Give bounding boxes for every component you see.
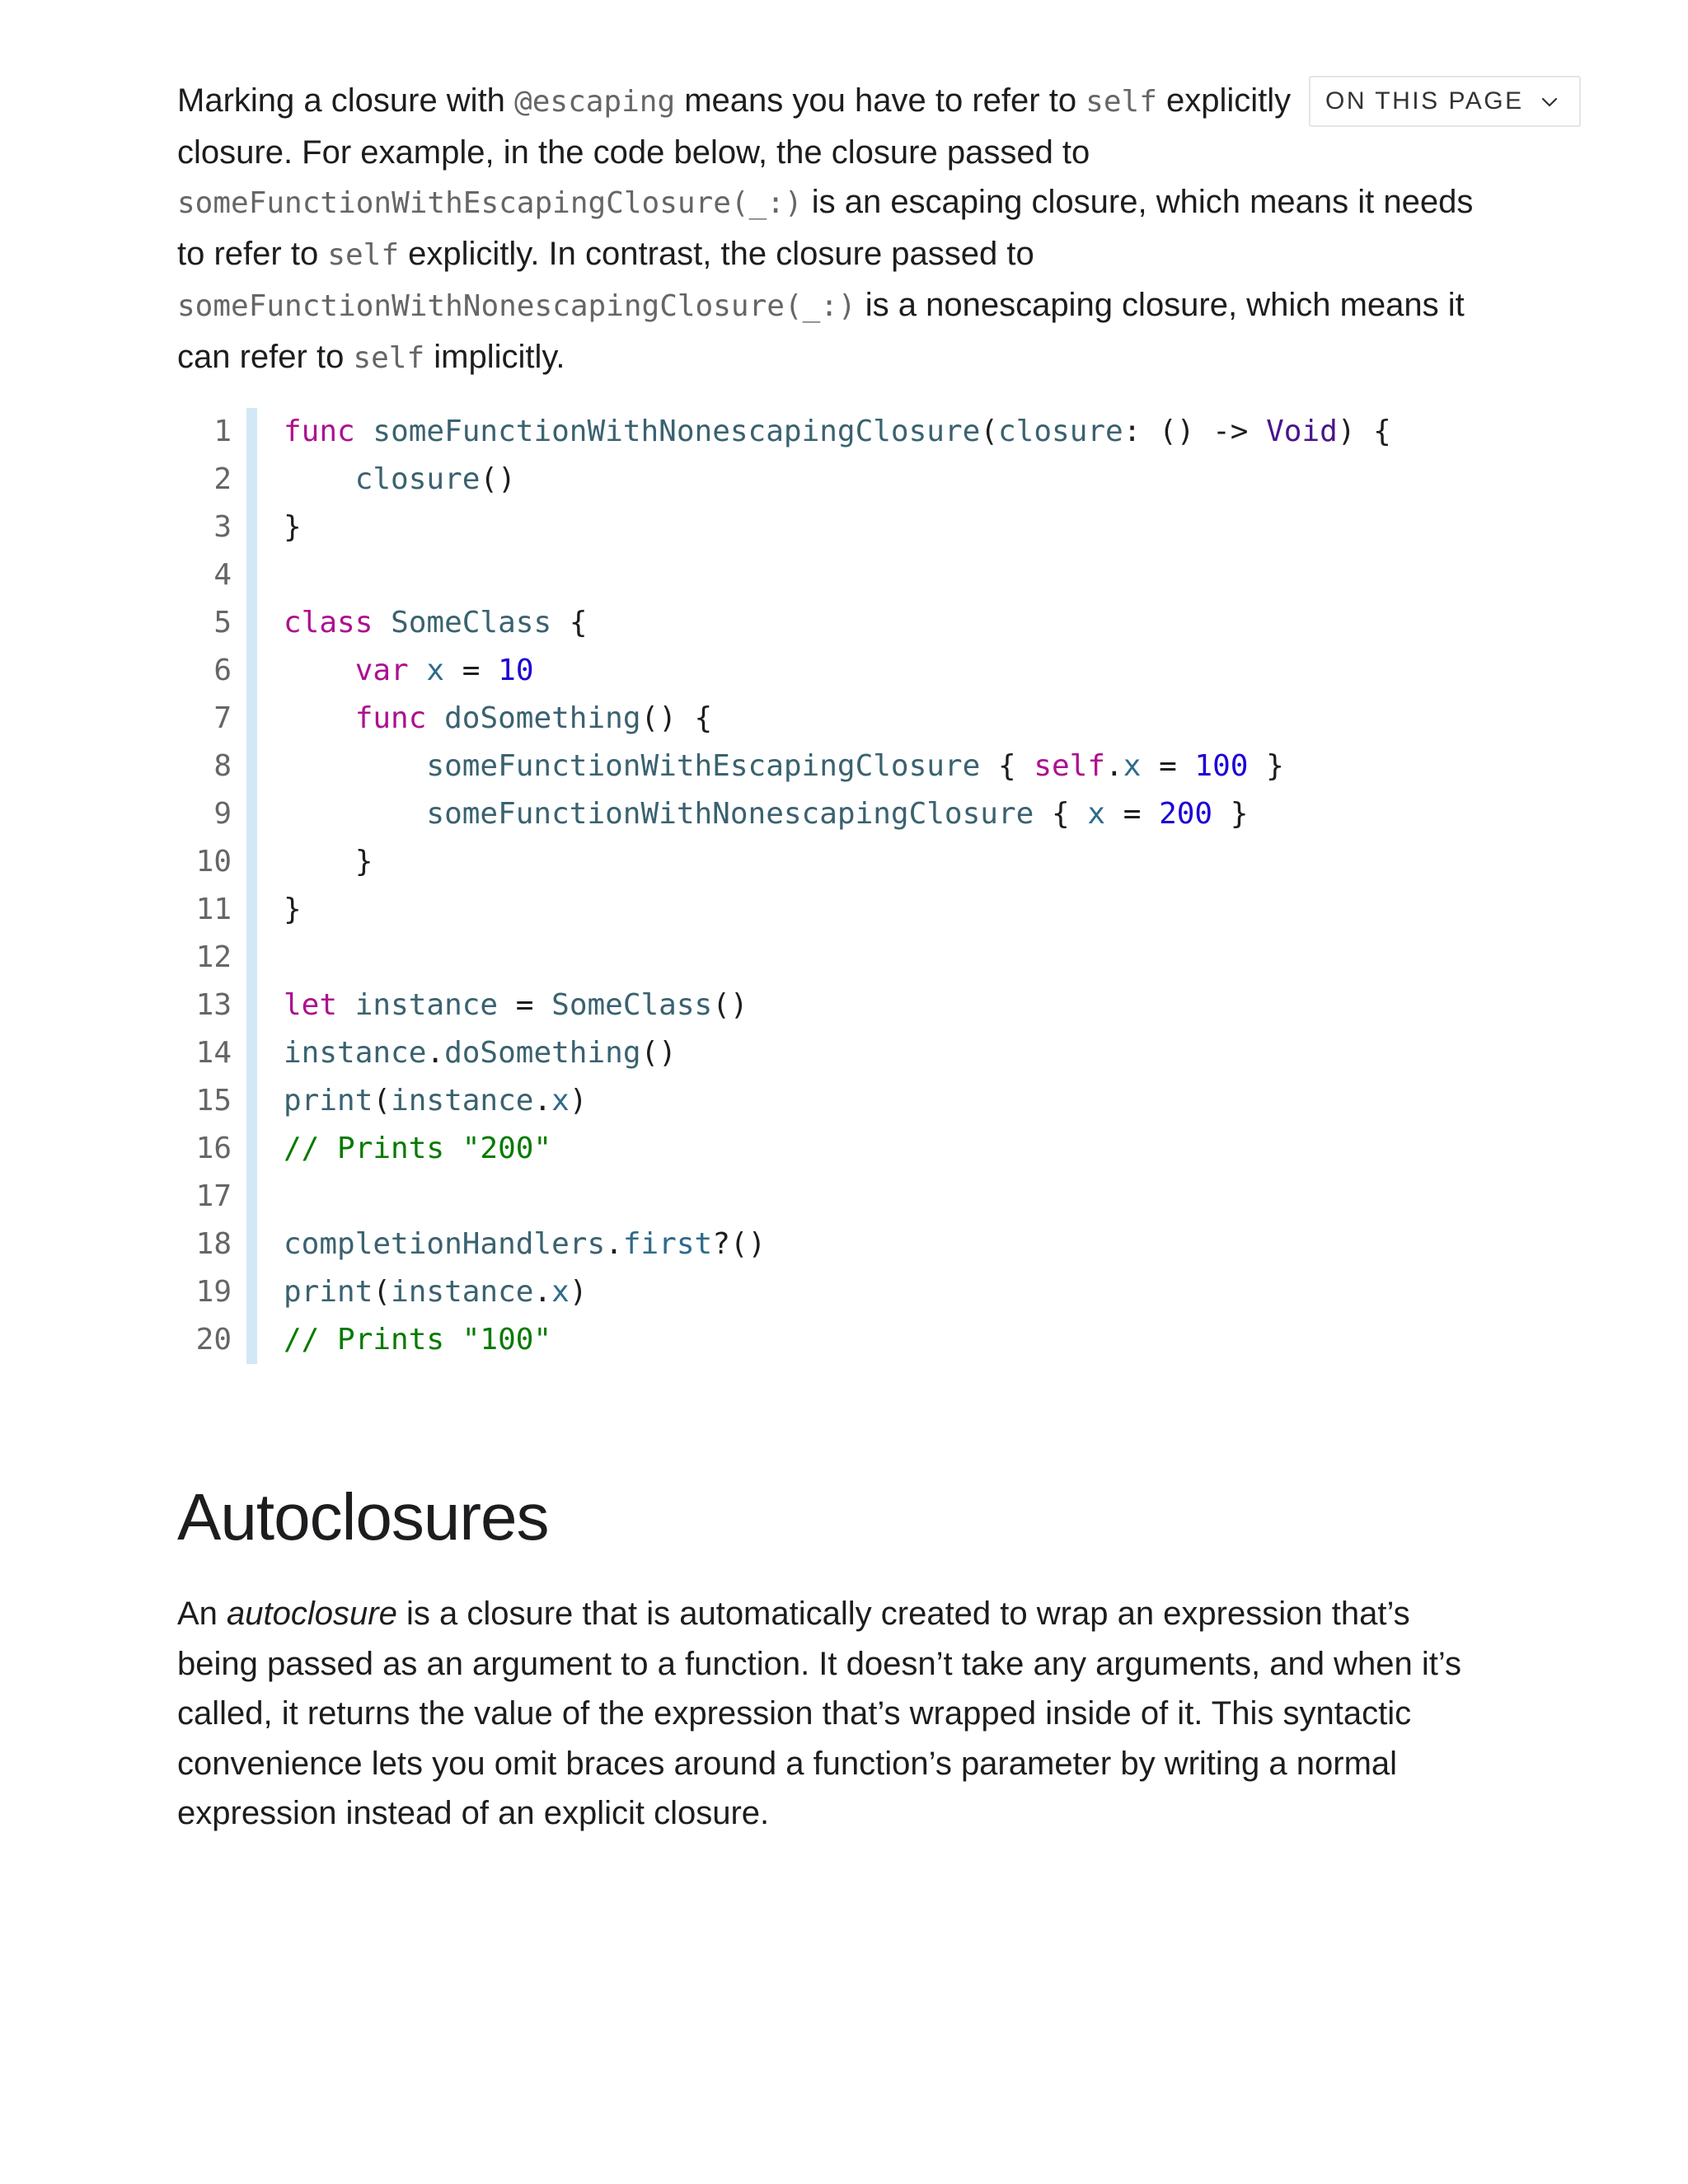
intro-line-3: someFunctionWithEscapingClosure(_:) is an escaping closure, which means it needs (177, 184, 1474, 220)
line-number: 5 (213, 606, 232, 640)
line-number: 16 (195, 1132, 232, 1165)
inline-code: someFunctionWithNonescapingClosure(_:) (177, 289, 856, 323)
code-line: 1 func someFunctionWithNonescapingClosure(closure: () -> Void) { (177, 408, 1414, 456)
line-number: 4 (213, 558, 232, 592)
autoclosures-line-1: An autoclosure is a closure that is automatically created to wrap an expression that’s (177, 1596, 1410, 1632)
code-line (177, 1316, 1414, 1364)
line-number: 19 (195, 1275, 232, 1309)
autoclosures-line-3: called, it returns the value of the expression that’s wrapped inside of it. This syntactic (177, 1695, 1412, 1732)
line-number: 15 (195, 1084, 232, 1118)
intro-line-4: to refer to self explicitly. In contrast, the closure passed to (177, 235, 1034, 272)
code-comment: // Prints "200" (284, 1132, 552, 1165)
intro-line-6: can refer to self implicitly. (177, 338, 565, 375)
intro-line-5: someFunctionWithNonescapingClosure(_:) is a nonescaping closure, which means it (177, 287, 1465, 323)
inline-code: self (327, 237, 400, 272)
line-number: 12 (195, 940, 232, 974)
code-line: 14 instance.doSomething() (177, 1029, 1414, 1077)
code-comment: // Prints "100" (284, 1323, 552, 1357)
autoclosures-line-2: being passed as an argument to a function. It doesn’t take any arguments, and when it’s (177, 1645, 1462, 1682)
line-number: 1 (213, 415, 232, 448)
inline-code: @escaping (514, 85, 676, 119)
autoclosures-line-5: expression instead of an explicit closure. (177, 1795, 770, 1831)
code-line: 5 class SomeClass { (177, 599, 1414, 647)
line-number: 2 (213, 462, 232, 496)
code-line: 7 func doSomething() { (177, 695, 1414, 743)
intro-line-1: Marking a closure with @escaping means you have to refer to self explicitly (177, 82, 1292, 119)
code-line: 9 someFunctionWithNonescapingClosure { x = 200 } (177, 790, 1414, 838)
code-line: 2 closure() (177, 456, 1414, 504)
code-line: 10 } (177, 838, 1414, 886)
code-line: 8 someFunctionWithEscapingClosure { self.x = 100 } (177, 743, 1414, 790)
code-line (177, 1173, 1414, 1221)
code-line: 13 let instance = SomeClass() (177, 982, 1414, 1029)
line-number: 20 (195, 1323, 232, 1357)
line-number: 8 (213, 749, 232, 783)
autoclosures-line-4: convenience lets you omit braces around a function’s parameter by writing a normal (177, 1745, 1398, 1782)
on-this-page-label: ON THIS PAGE (1325, 87, 1524, 115)
line-number: 10 (195, 845, 232, 879)
line-number: 11 (195, 893, 232, 926)
line-number: 14 (195, 1036, 232, 1070)
code-listing (177, 408, 1414, 1364)
code-line: 11 } (177, 886, 1414, 934)
code-line: 19 print(instance.x) (177, 1268, 1414, 1316)
intro-line-2: closure. For example, in the code below, the closure passed to (177, 134, 1090, 171)
line-number: 7 (213, 701, 232, 735)
code-line: 15 print(instance.x) (177, 1077, 1414, 1125)
code-line: 6 var x = 10 (177, 647, 1414, 695)
inline-code: self (353, 340, 425, 375)
line-number: 6 (213, 654, 232, 687)
emphasis-term: autoclosure (227, 1596, 397, 1632)
code-line (177, 934, 1414, 982)
line-number: 13 (195, 988, 232, 1022)
line-number: 18 (195, 1227, 232, 1261)
inline-code: someFunctionWithEscapingClosure(_:) (177, 186, 803, 220)
inline-code: self (1085, 85, 1157, 119)
on-this-page-dropdown[interactable] (1309, 76, 1581, 127)
line-number: 9 (213, 797, 232, 831)
section-heading: Autoclosures (177, 1480, 549, 1554)
code-line (177, 1125, 1414, 1173)
code-line: 18 completionHandlers.first?() (177, 1221, 1414, 1268)
line-number: 17 (195, 1179, 232, 1213)
code-line: 3 } (177, 504, 1414, 551)
line-number: 3 (213, 510, 232, 544)
chevron-down-icon (1540, 92, 1559, 112)
autoclosures-paragraph (177, 1589, 1512, 1839)
code-line (177, 551, 1414, 599)
